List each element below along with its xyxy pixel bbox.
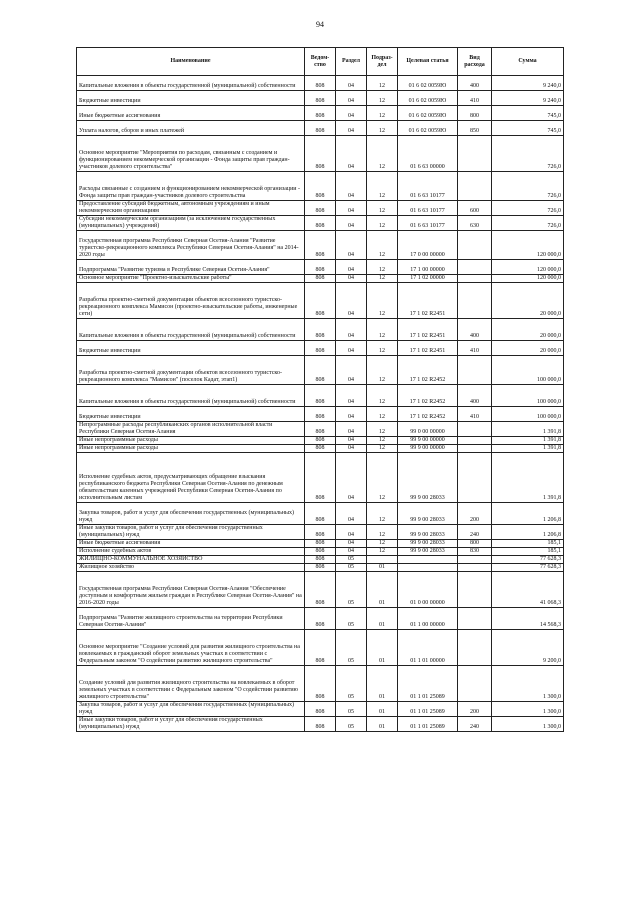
row-celevaya: 01 6 63 00000 (398, 136, 458, 172)
header-vedomstvo: Ведом-ство (305, 48, 336, 76)
row-name: Субсидии некоммерческим организациям (за исключением государственных (муниципальных) учреждений) (77, 216, 305, 231)
row-podrazdel: 12 (367, 201, 398, 216)
row-name: Государственная программа Республики Северная Осетия-Алания "Развитие туристско-рекреационного комплекса Республики Северная Осетия-Алания" на 2014-2020 годы (77, 231, 305, 260)
row-podrazdel: 12 (367, 356, 398, 385)
row-vid (458, 564, 492, 572)
row-vid: 410 (458, 341, 492, 356)
row-razdel: 04 (336, 275, 367, 283)
row-name: Жилищное хозяйство (77, 564, 305, 572)
row-vedomstvo: 808 (305, 283, 336, 319)
row-celevaya: 99 9 00 28033 (398, 503, 458, 525)
table-row (77, 106, 564, 121)
table-row (77, 76, 564, 91)
row-summa: 1 206,8 (492, 525, 564, 540)
table-row (77, 503, 564, 525)
row-podrazdel: 12 (367, 76, 398, 91)
table-row (77, 136, 564, 172)
row-celevaya: 17 1 00 00000 (398, 260, 458, 275)
row-razdel: 04 (336, 525, 367, 540)
row-name: Разработка проектно-сметной документации объектов всесезонного туристско-рекреационного комплекса Мамисон (проектно-изыскательские работы, инженерные сети) (77, 283, 305, 319)
row-name: Государственная программа Республики Северная Осетия-Алания "Обеспечение доступным и комфортным жильем граждан в Республике Северная Осетия-Алания" на 2016-2020 годы (77, 572, 305, 608)
table-row (77, 702, 564, 717)
row-vid: 400 (458, 385, 492, 407)
row-podrazdel: 12 (367, 91, 398, 106)
table-row (77, 556, 564, 564)
row-vedomstvo: 808 (305, 445, 336, 453)
row-name: Основное мероприятие "Проектно-изыскательские работы" (77, 275, 305, 283)
row-celevaya: 01 0 00 00000 (398, 572, 458, 608)
row-name: Бюджетные инвестиции (77, 341, 305, 356)
row-razdel: 05 (336, 608, 367, 630)
row-summa: 9 240,0 (492, 76, 564, 91)
row-razdel: 04 (336, 216, 367, 231)
row-celevaya: 01 6 02 0059Ю (398, 121, 458, 136)
table-row (77, 172, 564, 201)
row-summa: 726,0 (492, 136, 564, 172)
row-celevaya: 17 1 02 R2451 (398, 283, 458, 319)
row-vedomstvo: 808 (305, 356, 336, 385)
row-vedomstvo: 808 (305, 260, 336, 275)
row-celevaya: 01 1 00 00000 (398, 608, 458, 630)
row-summa: 726,0 (492, 216, 564, 231)
table-row (77, 91, 564, 106)
row-podrazdel: 12 (367, 341, 398, 356)
row-podrazdel: 12 (367, 503, 398, 525)
row-vedomstvo: 808 (305, 106, 336, 121)
row-name: Предоставление субсидий бюджетным, автономным учреждениям и иным некоммерческим организациям (77, 201, 305, 216)
row-name: Закупка товаров, работ и услуг для обеспечения государственных (муниципальных) нужд (77, 702, 305, 717)
row-razdel: 05 (336, 666, 367, 702)
header-name: Наименование (77, 48, 305, 76)
row-name: Основное мероприятие "Мероприятия по расходам, связанным с созданием и функционированием некоммерческой организации - Фонда защиты прав граждан-участников долевого строительства" (77, 136, 305, 172)
row-vedomstvo: 808 (305, 702, 336, 717)
row-vid (458, 556, 492, 564)
row-razdel: 04 (336, 319, 367, 341)
row-summa: 1 391,8 (492, 437, 564, 445)
row-summa: 41 068,3 (492, 572, 564, 608)
row-vid (458, 437, 492, 445)
row-summa: 100 000,0 (492, 356, 564, 385)
row-vedomstvo: 808 (305, 422, 336, 437)
row-razdel: 04 (336, 121, 367, 136)
row-podrazdel: 12 (367, 422, 398, 437)
table-row (77, 608, 564, 630)
row-razdel: 04 (336, 422, 367, 437)
row-razdel: 04 (336, 91, 367, 106)
row-vedomstvo: 808 (305, 76, 336, 91)
row-vedomstvo: 808 (305, 385, 336, 407)
header-summa: Сумма (492, 48, 564, 76)
table-row (77, 231, 564, 260)
row-podrazdel: 01 (367, 564, 398, 572)
row-razdel: 05 (336, 556, 367, 564)
row-name: Бюджетные инвестиции (77, 91, 305, 106)
row-celevaya: 17 0 00 00000 (398, 231, 458, 260)
table-row (77, 260, 564, 275)
row-summa: 9 240,0 (492, 91, 564, 106)
row-celevaya: 99 9 00 28033 (398, 525, 458, 540)
row-vid: 830 (458, 548, 492, 556)
table-row (77, 341, 564, 356)
row-name: Иные бюджетные ассигнования (77, 106, 305, 121)
row-vid (458, 445, 492, 453)
page-number: 94 (316, 20, 324, 29)
row-celevaya: 99 9 00 00000 (398, 445, 458, 453)
table-row (77, 572, 564, 608)
row-summa: 120 000,0 (492, 231, 564, 260)
row-celevaya: 01 6 02 0059Ю (398, 106, 458, 121)
row-name: Основное мероприятие "Создание условий для развития жилищного строительства на вовлекаемых в гражданский оборот земельных участках в соответствии с Федеральным законом "О содействии развитию жилищного строительства" (77, 630, 305, 666)
row-summa: 745,0 (492, 106, 564, 121)
row-vedomstvo: 808 (305, 572, 336, 608)
row-celevaya: 01 1 01 25089 (398, 717, 458, 732)
row-vid (458, 356, 492, 385)
row-name: Непрограммные расходы республиканских органов исполнительной власти Республики Северная Осетия-Алания (77, 422, 305, 437)
row-vedomstvo: 808 (305, 556, 336, 564)
row-vedomstvo: 808 (305, 666, 336, 702)
row-vid (458, 666, 492, 702)
row-summa: 1 300,0 (492, 702, 564, 717)
row-podrazdel: 12 (367, 540, 398, 548)
row-vid (458, 453, 492, 503)
row-summa: 100 000,0 (492, 407, 564, 422)
row-vedomstvo: 808 (305, 548, 336, 556)
row-razdel: 04 (336, 548, 367, 556)
row-vid (458, 630, 492, 666)
table-row (77, 216, 564, 231)
table-row (77, 564, 564, 572)
table-row (77, 275, 564, 283)
row-celevaya: 17 1 02 R2452 (398, 407, 458, 422)
table-row (77, 525, 564, 540)
table-row (77, 717, 564, 732)
row-podrazdel: 01 (367, 608, 398, 630)
row-vedomstvo: 808 (305, 608, 336, 630)
row-razdel: 04 (336, 172, 367, 201)
row-vedomstvo: 808 (305, 503, 336, 525)
row-name: Разработка проектно-сметной документации объектов всесезонного туристско-рекреационного комплекса "Мамисон" (поселок Кадат, этап1) (77, 356, 305, 385)
row-podrazdel: 12 (367, 437, 398, 445)
budget-table (76, 47, 564, 732)
row-summa: 1 300,0 (492, 717, 564, 732)
table-header-row (77, 48, 564, 76)
table-row (77, 437, 564, 445)
row-vid: 850 (458, 121, 492, 136)
row-razdel: 04 (336, 453, 367, 503)
row-vedomstvo: 808 (305, 91, 336, 106)
header-razdel: Раздел (336, 48, 367, 76)
row-name: Исполнение судебных актов, предусматривающих обращение взыскания республиканского бюджета Республики Северная Осетия-Алания по денежным обязательствам казенных учреждений Республики Северная Осетия-Алания по исполнительным листам (77, 453, 305, 503)
row-celevaya: 01 6 02 0059Ю (398, 76, 458, 91)
row-summa: 726,0 (492, 172, 564, 201)
row-summa: 14 568,3 (492, 608, 564, 630)
row-podrazdel: 12 (367, 216, 398, 231)
row-vid: 800 (458, 106, 492, 121)
row-vid (458, 136, 492, 172)
row-summa: 185,1 (492, 540, 564, 548)
row-celevaya (398, 556, 458, 564)
row-summa: 1 391,8 (492, 453, 564, 503)
row-razdel: 05 (336, 564, 367, 572)
row-razdel: 04 (336, 106, 367, 121)
row-razdel: 04 (336, 540, 367, 548)
row-vedomstvo: 808 (305, 319, 336, 341)
row-podrazdel: 01 (367, 630, 398, 666)
row-podrazdel: 12 (367, 548, 398, 556)
header-podrazdel: Подраз-дел (367, 48, 398, 76)
row-vedomstvo: 808 (305, 201, 336, 216)
row-vid: 240 (458, 525, 492, 540)
row-celevaya: 01 6 02 0059Ю (398, 91, 458, 106)
table-row (77, 385, 564, 407)
row-name: Иные бюджетные ассигнования (77, 540, 305, 548)
row-vedomstvo: 808 (305, 717, 336, 732)
row-razdel: 04 (336, 503, 367, 525)
row-celevaya: 17 1 02 00000 (398, 275, 458, 283)
row-podrazdel: 12 (367, 385, 398, 407)
row-name: Исполнение судебных актов (77, 548, 305, 556)
table-row (77, 407, 564, 422)
row-razdel: 04 (336, 437, 367, 445)
row-vedomstvo: 808 (305, 407, 336, 422)
row-celevaya: 99 9 00 28033 (398, 548, 458, 556)
row-name: Иные непрограммные расходы (77, 437, 305, 445)
header-celevaya: Целевая статья (398, 48, 458, 76)
row-podrazdel: 12 (367, 283, 398, 319)
row-vid (458, 275, 492, 283)
row-vedomstvo: 808 (305, 172, 336, 201)
row-podrazdel: 12 (367, 275, 398, 283)
row-celevaya: 17 1 02 R2452 (398, 356, 458, 385)
row-summa: 77 628,3 (492, 564, 564, 572)
row-name: ЖИЛИЩНО-КОММУНАЛЬНОЕ ХОЗЯЙСТВО (77, 556, 305, 564)
row-summa: 745,0 (492, 121, 564, 136)
row-razdel: 04 (336, 356, 367, 385)
table-row (77, 319, 564, 341)
row-podrazdel: 12 (367, 121, 398, 136)
row-vid: 200 (458, 702, 492, 717)
row-podrazdel: 12 (367, 319, 398, 341)
row-vid (458, 231, 492, 260)
row-name: Закупка товаров, работ и услуг для обеспечения государственных (муниципальных) нужд (77, 503, 305, 525)
row-celevaya: 17 1 02 R2451 (398, 341, 458, 356)
row-name: Иные закупки товаров, работ и услуг для обеспечения государственных (муниципальных) нужд (77, 525, 305, 540)
row-name: Подпрограмма "Развитие жилищного строительства на территории Республики Северная Осетия-Алания" (77, 608, 305, 630)
row-razdel: 05 (336, 630, 367, 666)
row-vid (458, 172, 492, 201)
table-row (77, 666, 564, 702)
row-name: Иные непрограммные расходы (77, 445, 305, 453)
row-razdel: 04 (336, 385, 367, 407)
table-row (77, 540, 564, 548)
row-podrazdel: 12 (367, 407, 398, 422)
row-vid: 410 (458, 91, 492, 106)
row-name: Создание условий для развития жилищного строительства на вовлекаемых в оборот земельных участках в соответствии с Федеральным законом "О содействии развитию жилищного строительства" (77, 666, 305, 702)
row-vedomstvo: 808 (305, 564, 336, 572)
row-summa: 77 628,3 (492, 556, 564, 564)
table-row (77, 356, 564, 385)
row-vid: 400 (458, 76, 492, 91)
row-razdel: 04 (336, 341, 367, 356)
row-podrazdel: 12 (367, 106, 398, 121)
table-row (77, 121, 564, 136)
row-summa: 1 300,0 (492, 666, 564, 702)
row-vid: 200 (458, 503, 492, 525)
row-vedomstvo: 808 (305, 231, 336, 260)
row-podrazdel: 01 (367, 572, 398, 608)
table-body (77, 76, 564, 732)
row-razdel: 04 (336, 76, 367, 91)
table-row (77, 630, 564, 666)
row-vid (458, 260, 492, 275)
row-vedomstvo: 808 (305, 437, 336, 445)
row-vid: 400 (458, 319, 492, 341)
row-celevaya: 01 6 63 10177 (398, 216, 458, 231)
table-row (77, 445, 564, 453)
row-podrazdel: 01 (367, 702, 398, 717)
row-vedomstvo: 808 (305, 341, 336, 356)
row-vedomstvo: 808 (305, 540, 336, 548)
row-celevaya: 01 1 01 00000 (398, 630, 458, 666)
row-vedomstvo: 808 (305, 136, 336, 172)
row-vedomstvo: 808 (305, 453, 336, 503)
row-podrazdel: 12 (367, 172, 398, 201)
row-celevaya: 01 6 63 10177 (398, 201, 458, 216)
row-celevaya (398, 564, 458, 572)
row-celevaya: 17 1 02 R2451 (398, 319, 458, 341)
row-summa: 1 391,8 (492, 445, 564, 453)
row-name: Расходы связанные с созданием и функционированием некоммерческой организации - Фонда защиты прав граждан-участников долевого строительства (77, 172, 305, 201)
row-celevaya: 99 0 00 00000 (398, 422, 458, 437)
row-summa: 9 200,0 (492, 630, 564, 666)
row-vid: 600 (458, 201, 492, 216)
row-vid (458, 422, 492, 437)
row-podrazdel (367, 556, 398, 564)
row-razdel: 04 (336, 445, 367, 453)
row-razdel: 04 (336, 283, 367, 319)
row-razdel: 04 (336, 231, 367, 260)
row-summa: 20 000,0 (492, 319, 564, 341)
table-row (77, 201, 564, 216)
row-vid: 240 (458, 717, 492, 732)
row-podrazdel: 01 (367, 666, 398, 702)
row-celevaya: 99 9 00 28033 (398, 540, 458, 548)
table-row (77, 283, 564, 319)
row-celevaya: 17 1 02 R2452 (398, 385, 458, 407)
row-summa: 120 000,0 (492, 275, 564, 283)
row-vid (458, 608, 492, 630)
row-celevaya: 01 1 01 25089 (398, 702, 458, 717)
row-celevaya: 01 1 01 25089 (398, 666, 458, 702)
row-name: Капитальные вложения в объекты государственной (муниципальной) собственности (77, 76, 305, 91)
row-celevaya: 01 6 63 10177 (398, 172, 458, 201)
row-summa: 20 000,0 (492, 341, 564, 356)
row-vid: 800 (458, 540, 492, 548)
row-name: Иные закупки товаров, работ и услуг для обеспечения государственных (муниципальных) нужд (77, 717, 305, 732)
row-razdel: 05 (336, 717, 367, 732)
row-vedomstvo: 808 (305, 216, 336, 231)
row-celevaya: 99 9 00 00000 (398, 437, 458, 445)
row-vid: 630 (458, 216, 492, 231)
row-summa: 726,0 (492, 201, 564, 216)
row-razdel: 04 (336, 260, 367, 275)
row-razdel: 05 (336, 572, 367, 608)
row-vedomstvo: 808 (305, 525, 336, 540)
row-podrazdel: 12 (367, 260, 398, 275)
row-vedomstvo: 808 (305, 275, 336, 283)
row-vid (458, 283, 492, 319)
row-summa: 100 000,0 (492, 385, 564, 407)
row-razdel: 04 (336, 201, 367, 216)
row-name: Подпрограмма "Развитие туризма в Республике Северная Осетия-Алания" (77, 260, 305, 275)
row-name: Уплата налогов, сборов и иных платежей (77, 121, 305, 136)
row-vid: 410 (458, 407, 492, 422)
row-name: Капитальные вложения в объекты государственной (муниципальной) собственности (77, 319, 305, 341)
row-razdel: 05 (336, 702, 367, 717)
row-razdel: 04 (336, 136, 367, 172)
row-vedomstvo: 808 (305, 630, 336, 666)
row-vedomstvo: 808 (305, 121, 336, 136)
row-name: Капитальные вложения в объекты государственной (муниципальной) собственности (77, 385, 305, 407)
row-podrazdel: 12 (367, 231, 398, 260)
row-summa: 1 206,8 (492, 503, 564, 525)
table-row (77, 548, 564, 556)
row-summa: 1 391,8 (492, 422, 564, 437)
row-summa: 20 000,0 (492, 283, 564, 319)
row-podrazdel: 12 (367, 453, 398, 503)
row-summa: 120 000,0 (492, 260, 564, 275)
row-podrazdel: 01 (367, 717, 398, 732)
row-summa: 185,1 (492, 548, 564, 556)
table-row (77, 453, 564, 503)
header-vid: Вид расхода (458, 48, 492, 76)
row-podrazdel: 12 (367, 445, 398, 453)
row-podrazdel: 12 (367, 525, 398, 540)
row-name: Бюджетные инвестиции (77, 407, 305, 422)
table-row (77, 422, 564, 437)
row-razdel: 04 (336, 407, 367, 422)
row-celevaya: 99 9 00 28033 (398, 453, 458, 503)
row-podrazdel: 12 (367, 136, 398, 172)
row-vid (458, 572, 492, 608)
